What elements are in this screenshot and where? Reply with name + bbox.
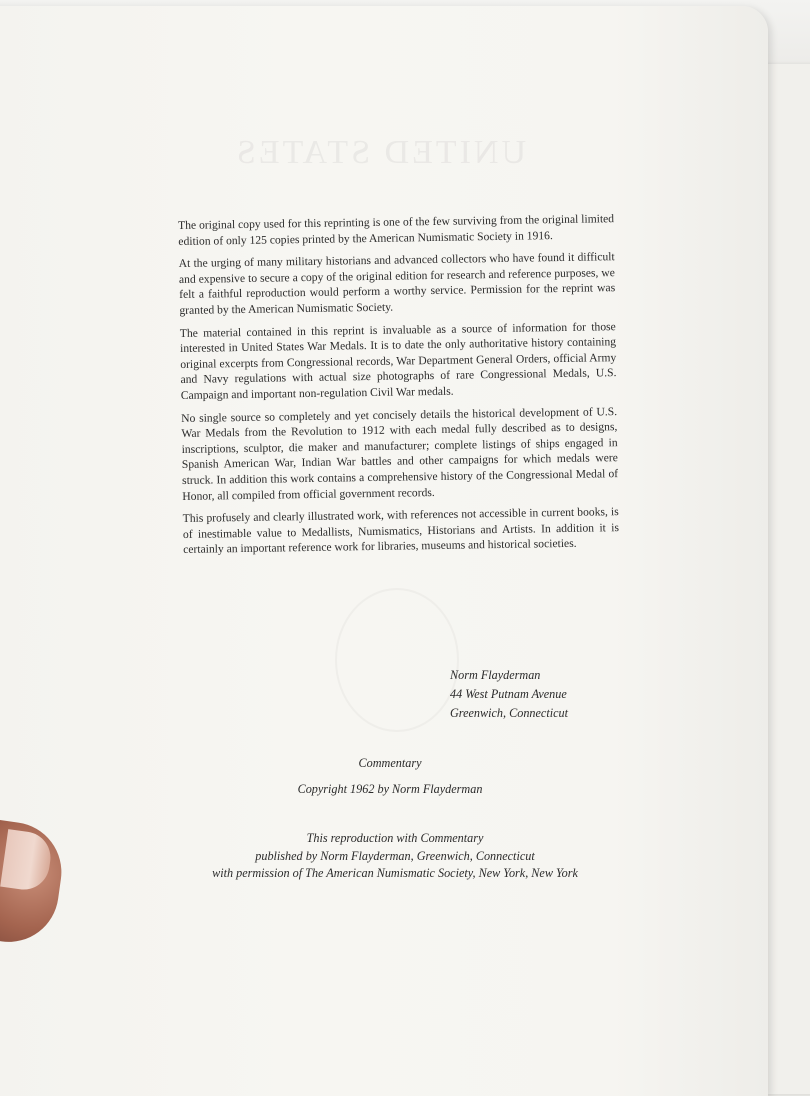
paragraph-1: The original copy used for this reprinting is one of the few surviving from the original limited edition of only 125 copies printed by the American Numismatic Society in 1916.	[178, 212, 615, 248]
reproduction-line-2: published by Norm Flayderman, Greenwich, Connecticut	[255, 848, 535, 863]
commentary-label: Commentary	[358, 756, 422, 770]
signature-city: Greenwich, Connecticut	[450, 706, 569, 720]
preface-text	[178, 211, 619, 565]
show-through-title: UNITED STATES	[233, 134, 527, 171]
paragraph-5: This profusely and clearly illustrated work, with references not accessible in current books, is of inestimable value to Medallists, Numismatics, Historians and Artists. In addition it is certainly an important reference work for libraries, museums and historical societies.	[182, 505, 620, 557]
paragraph-2: At the urging of many military historians and advanced collectors who have found it difficult and expensive to secure a copy of the original edition for research and reference purposes, we felt a faithful reproduction would perform a worthy service. Permission for the reprint was granted by the American Numismatic Society.	[178, 250, 616, 317]
reproduction-notice	[150, 830, 640, 883]
signature-street: 44 West Putnam Avenue	[450, 687, 567, 701]
paragraph-3: The material contained in this reprint is invaluable as a source of information for those interested in United States War Medals. It is to date the only authoritative history containing original excerpts from Congressional records, War Department General Orders, official Army and Navy regulations with actual size photographs of rare Congressional Medals, U.S. Campaign and important non-regulation Civil War medals.	[179, 319, 617, 402]
reproduction-line-1: This reproduction with Commentary	[306, 831, 484, 845]
signature-block	[450, 666, 568, 723]
paragraph-4: No single source so completely and yet concisely details the historical development of U.S. War Medals from the Revolution to 1912 with each medal fully described as to designs, inscriptions, sculptor, die maker and manufacturer; complete listings of ships engaged in Spanish American War, Indian War battles and other campaigns for which medals were struck. In addition this work contains a comprehensive history of the Congressional Medal of Honor, all compiled from official government records.	[181, 404, 619, 503]
copyright-line: Copyright 1962 by Norm Flayderman	[297, 782, 483, 796]
signature-name: Norm Flayderman	[450, 668, 541, 682]
show-through-seal	[335, 588, 459, 732]
reproduction-line-3: with permission of The American Numismatic Society, New York, New York	[212, 866, 578, 880]
